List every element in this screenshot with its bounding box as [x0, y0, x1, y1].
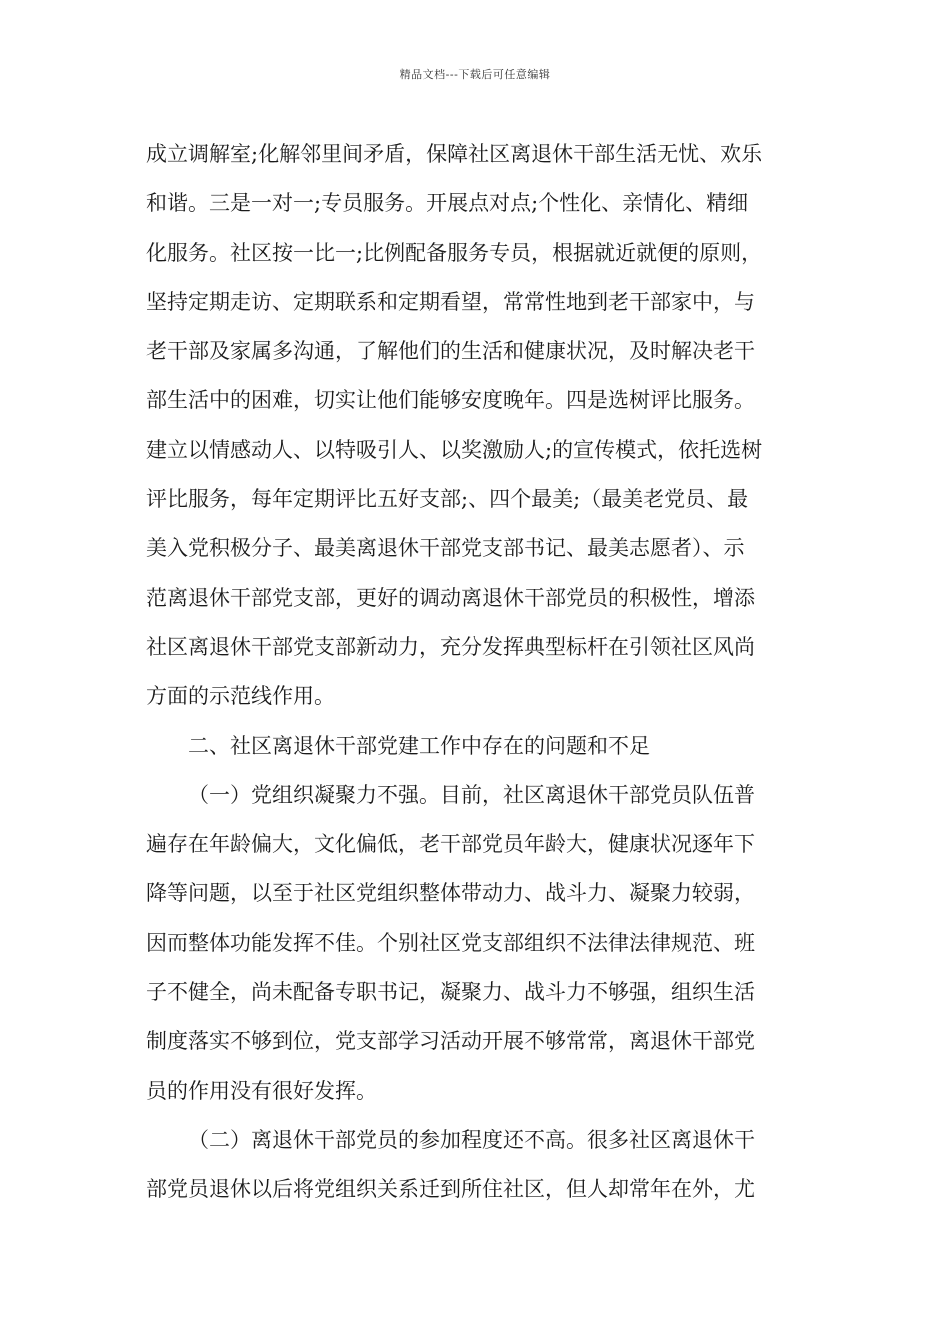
- text-line: 部生活中的困难，切实让他们能够安度晚年。四是选树评比服务。: [146, 388, 755, 413]
- text-line: 社区离退休干部党支部新动力，充分发挥典型标杆在引领社区风尚: [146, 634, 755, 659]
- text-line: 评比服务，每年定期评比五好支部;、四个最美;（最美老党员、最: [146, 487, 749, 512]
- text-line: 部党员退休以后将党组织关系迁到所住社区，但人却常年在外，尤: [146, 1177, 755, 1202]
- text-line: 坚持定期走访、定期联系和定期看望，常常性地到老干部家中，与: [146, 289, 755, 314]
- text-line: 化服务。社区按一比一;比例配备服务专员，根据就近就便的原则，: [146, 240, 763, 265]
- text-line: 美入党积极分子、最美离退休干部党支部书记、最美志愿者）、示: [146, 536, 745, 561]
- section-heading: 二、社区离退休干部党建工作中存在的问题和不足: [188, 733, 650, 758]
- text-line: 降等问题，以至于社区党组织整体带动力、战斗力、凝聚力较弱，: [146, 881, 755, 906]
- text-line: 员的作用没有很好发挥。: [146, 1078, 377, 1103]
- text-line: 建立以情感动人、以特吸引人、以奖激励人;的宣传模式，依托选树: [146, 437, 763, 462]
- text-line: 方面的示范线作用。: [146, 684, 335, 709]
- page-header: 精品文档---下载后可任意编辑: [399, 68, 551, 81]
- text-line: 制度落实不够到位，党支部学习活动开展不够常常，离退休干部党: [146, 1029, 755, 1054]
- text-line: 成立调解室;化解邻里间矛盾，保障社区离退休干部生活无忧、欢乐: [146, 142, 763, 166]
- text-line: 和谐。三是一对一;专员服务。开展点对点;个性化、亲情化、精细: [146, 191, 749, 216]
- text-line: 范离退休干部党支部，更好的调动离退休干部党员的积极性，增添: [146, 585, 755, 610]
- subsection-start-line: （一）党组织凝聚力不强。目前，社区离退休干部党员队伍普: [188, 782, 755, 807]
- text-line: 遍存在年龄偏大，文化偏低，老干部党员年龄大，健康状况逐年下: [146, 832, 755, 857]
- text-line: 因而整体功能发挥不佳。个别社区党支部组织不法律法律规范、班: [146, 930, 755, 955]
- text-line: 子不健全，尚未配备专职书记，凝聚力、战斗力不够强，组织生活: [146, 980, 755, 1005]
- text-line: 老干部及家属多沟通，了解他们的生活和健康状况，及时解决老干: [146, 339, 755, 364]
- document-body: [146, 130, 812, 1215]
- subsection-start-line: （二）离退休干部党员的参加程度还不高。很多社区离退休干: [188, 1127, 755, 1152]
